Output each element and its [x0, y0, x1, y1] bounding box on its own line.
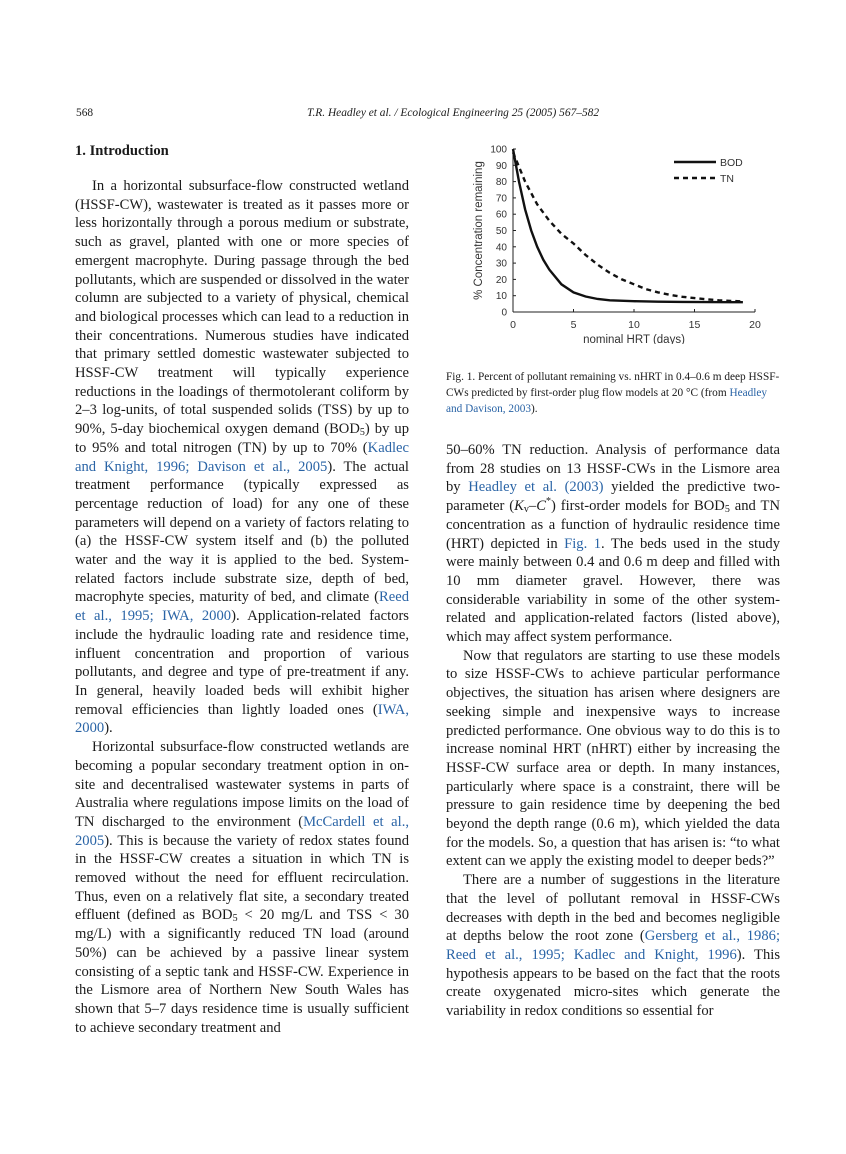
x-tick-label: 15	[688, 319, 701, 331]
paragraph: There are a number of suggestions in the literature that the level of pollutant removal in HSSF-CWs decreases with depth in the bed and becomes negligible at depths below the root zone (Gersberg et al., 1986; Reed et al., 1995; Kadlec and Knight, 1996). This hypothesis appears to be based on the fact that the roots create oxygenated micro-sites which generate the variability in redox conditions so essential for	[446, 872, 780, 1020]
y-tick-label: 20	[495, 274, 507, 286]
y-tick-label: 70	[495, 193, 507, 205]
y-axis-label: % Concentration remaining	[473, 161, 485, 300]
citation-link[interactable]: Gersberg et al., 1986; Reed et al., 1995; Kadlec and Knight, 1996	[446, 928, 780, 963]
paragraph: Horizontal subsurface-flow constructed wetlands are becoming a popular secondary treatment option in on-site and decentralised wastewater systems in parts of Australia where regulations impose limits on the load of TN discharged to the environment (McCardell et al., 2005). This is because the variety of redox states found in the HSSF-CW creates a situation in which TN is removed without the need for effluent recirculation. Thus, even on a relatively flat site, a secondary treated effluent (defined as $BOD_5 < 20$ mg/L and TSS < 30 mg/L) with a significantly reduced TN load (around 50%) can be achieved by a passive linear system consisting of a septic tank and HSSF-CW. Experience in the Lismore area of Northern New South Wales has shown that 5–7 days residence time is usually sufficient to achieve secondary treatment and	[75, 739, 409, 1036]
figure-1-chart	[462, 144, 762, 344]
y-tick-label: 100	[490, 144, 507, 156]
paragraph: In a horizontal subsurface-flow constructed wetland (HSSF-CW), wastewater is treated as it passes more or less horizontally through a porous medium or substrate, such as gravel, planted with one or more species of emergent macrophyte. During passage through the bed pollutants, which are suspended or dissolved in the water column are subjected to a variety of physical, chemical and biological processes which can lead to a reduction in their concentrations. Numerous studies have indicated that primary settled domestic wastewater subjected to HSSF-CW treatment will typically experience reductions in the loadings of thermotolerant coliform by 2–3 log-units, of total suspended solids (TSS) by up to 90%, 5-day biochemical oxygen demand $(BOD_5)$ by up to 95% and total nitrogen (TN) by up to 70% (Kadlec and Knight, 1996; Davison et al., 2005). The actual treatment performance (typically expressed as percentage reduction of load) for any one of these parameters will depend on a variety of factors relating to (a) the HSSF-CW system itself and (b) the polluted water and the way it is applied to the bed. System-related factors include substrate size, depth of bed, macrophyte species, maturity of bed, and climate (Reed et al., 1995; IWA, 2000). Application-related factors include the hydraulic loading rate and residence time, influent concentration and proportion of various pollutants, and degree and type of pre-treatment if any. In general, heavily loaded beds will exhibit higher removal efficiencies than lightly loaded ones (IWA, 2000).	[75, 178, 409, 737]
paragraph: 50–60% TN reduction. Analysis of performance data from 28 studies on 13 HSSF-CWs in the Lismore area by Headley et al. (2003) yielded the predictive two-parameter $(K_v-C^*)$ first-order models for $BOD_5$ and TN concentration as a function of hydraulic residence time (HRT) depicted in Fig. 1. The beds used in the study were mainly between 0.4 and 0.6 m deep and filled with 10 mm diameter gravel. However, there was considerable variability in some of the other system-related and application-related factors (listed above), which may affect system performance.	[446, 442, 781, 646]
series-line-bod	[513, 149, 743, 302]
legend-label: BOD	[720, 157, 743, 169]
page-number: 568	[76, 107, 94, 119]
left-column	[75, 177, 409, 1037]
x-axis-label: nominal HRT (days)	[583, 334, 685, 344]
citation-link[interactable]: McCardell et al., 2005	[75, 813, 409, 849]
y-tick-label: 0	[501, 307, 507, 319]
running-title: T.R. Headley et al. / Ecological Engineering 25 (2005) 567–582	[306, 107, 600, 119]
x-tick-label: 0	[510, 319, 516, 331]
citation-link[interactable]: Headley et al. (2003)	[468, 479, 604, 496]
x-tick-label: 5	[570, 319, 577, 331]
citation-link[interactable]: Kadlec and Knight, 1996; Davison et al., 2005	[75, 439, 409, 475]
y-tick-label: 60	[495, 209, 507, 221]
y-tick-label: 40	[495, 242, 507, 254]
citation-link[interactable]: IWA, 2000	[75, 701, 409, 737]
x-tick-label: 10	[628, 319, 640, 331]
y-tick-label: 80	[495, 177, 507, 189]
legend-label: TN	[720, 173, 734, 185]
series-line-tn	[513, 152, 743, 301]
right-column	[446, 441, 780, 1021]
figure-link[interactable]: Fig. 1	[564, 535, 601, 552]
x-tick-label: 20	[749, 319, 761, 331]
y-tick-label: 10	[495, 291, 507, 303]
citation-link[interactable]: Headley and Davison, 2003	[446, 386, 768, 415]
citation-link[interactable]: Reed et al., 1995; IWA, 2000	[75, 589, 409, 625]
section-title: 1. Introduction	[75, 143, 169, 159]
y-tick-label: 50	[495, 226, 507, 237]
y-tick-label: 90	[495, 160, 507, 172]
y-tick-label: 30	[495, 258, 507, 270]
figure-caption: Fig. 1. Percent of pollutant remaining vs. nHRT in 0.4–0.6 m deep HSSF-CWs predicted by first-order plug flow models at 20 °C (from Headley and Davison, 2003).	[446, 371, 780, 415]
paragraph: Now that regulators are starting to use these models to size HSSF-CWs to achieve particular performance objectives, the situation has arisen where designers are seeking simple and inexpensive ways to increase predicted performance. One obvious way to do this is to increase nominal HRT (nHRT) either by increasing the HSSF-CW surface area or depth. In many instances, particularly where space is a constraint, there will be pressure to gain residence time by deepening the bed beyond the depth range (0.6 m), which yielded the data for the models. So, a question that has arisen is: “to what extent can we apply the existing model to deeper beds?”	[446, 647, 780, 870]
